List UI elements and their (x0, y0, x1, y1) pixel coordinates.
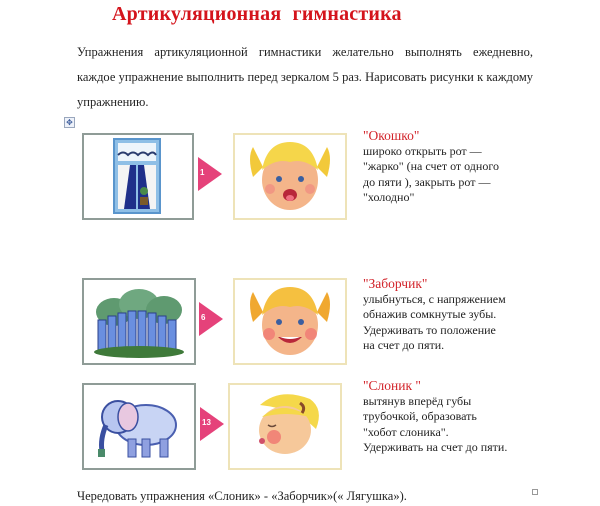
footer-text: Чередовать упражнения «Слоник» - «Заборчик»(« Лягушка»). (77, 489, 407, 503)
exercise-name: "Заборчик" (363, 276, 428, 291)
exercise-line: до пяти ), закрыть рот — (363, 174, 491, 189)
step-arrow-icon (200, 407, 224, 441)
exercise-line: трубочкой, образовать (363, 409, 477, 423)
step-number: 13 (202, 418, 211, 427)
exercise-line: "хобот слоника". (363, 424, 449, 439)
move-handle-icon[interactable]: ✥ (64, 117, 75, 128)
exercise-line: широко открыть рот — (363, 143, 482, 158)
step-arrow-icon (198, 157, 222, 191)
girl-open-mouth-illustration (233, 133, 347, 220)
step-arrow-icon (199, 302, 223, 336)
girl-pursed-lips-illustration (228, 383, 342, 470)
exercise-line: "жарко" (на счет от одного (363, 159, 499, 173)
step-number: 1 (200, 168, 205, 177)
exercise-description (363, 378, 553, 456)
exercise-line: Удерживать то положение (363, 322, 496, 337)
exercise-line: улыбнуться, с напряжением (363, 291, 506, 306)
exercise-description (363, 128, 553, 206)
exercise-line: Удерживать на счет до пяти. (363, 440, 508, 454)
exercise-line: на счет до пяти. (363, 338, 445, 352)
exercise-name: "Окошко" (363, 128, 420, 143)
exercise-description (363, 276, 553, 354)
page-title: Артикуляционная гимнастика (112, 3, 402, 25)
exercise-name: "Слоник " (363, 378, 421, 393)
exercise-line: "холодно" (363, 190, 415, 204)
elephant-illustration (82, 383, 196, 470)
fence-illustration (82, 278, 196, 365)
exercise-line: вытянув вперёд губы (363, 393, 472, 408)
girl-smiling-illustration (233, 278, 347, 365)
table-end-mark (532, 489, 538, 495)
step-number: 6 (201, 313, 206, 322)
window-illustration (82, 133, 194, 220)
exercise-line: обнажив сомкнутые зубы. (363, 307, 497, 321)
intro-paragraph: Упражнения артикуляционной гимнастики желательно выполнять ежедневно, каждое упражнение выполнить перед зеркалом 5 раз. Нарисовать рисунки к каждому упражнению. (77, 45, 533, 109)
